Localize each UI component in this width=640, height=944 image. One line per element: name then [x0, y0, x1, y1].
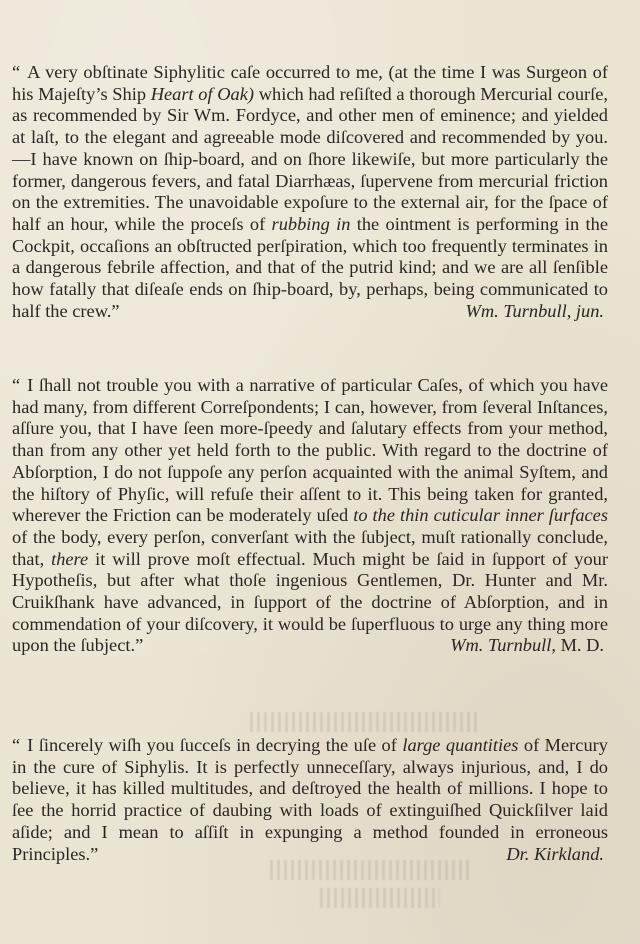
show-through-smudge — [320, 888, 440, 908]
text-run: of Mercury in the cure of Siphylis. It is perfectly unneceſſary, always injurious, and, I do believe, it has killed multitudes, and deſtroyed the health of millions. I hope to ſee the horrid practice of daubing with loads of extinguiſhed Quickſilver laid aſide; and I mean to aſſiſt in expunging a method founded in erroneous Principles.” — [12, 735, 608, 864]
opening-quote: “ — [12, 375, 20, 395]
signature-name: Wm. Turnbull, jun. — [465, 300, 604, 321]
text-run: A very obſtinate Siphylitic caſe occurred to me, (at the time I was Surgeon of his Majeſty’s Ship — [12, 62, 608, 104]
text-run: I ſhall not trouble you with a narrative of particular Caſes, of which you have had many, from different Correſpondents; I can, however, from ſeveral Inſtances, aſſure you, that I have ſeen more-ſpeedy and ſalutary effects from your method, than from any other yet held forth to the public. With regard to the doctrine of Abſorption, I do not ſuppoſe any perſon acquainted with the animal Syſtem, and the hiſtory of Phyſic, will refuſe their aſſent to it. This being taken for granted, wherever the Friction can be moderately uſed — [12, 375, 608, 526]
signature-name: Wm. Turnbull, — [450, 635, 556, 656]
text-run: the ointment is performing in the Cockpit, occaſions an obſtructed perſpiration, which too frequently terminates in a dangerous febrile affection, and that of the putrid kind; and we are all ſenſible how fatally that diſeaſe ends on ſhip-board, by, perhaps, being communicated to half the crew.” — [12, 213, 608, 321]
opening-quote: “ — [12, 62, 20, 82]
text-run: it will prove moſt effectual. Much might be ſaid in ſupport of your Hypotheſis, but after what thoſe ingenious Gentlemen, Dr. Hunter and Mr. Cruikſhank have advanced, in ſupport of the doctrine of Abſorption, and in commendation of your diſcovery, it would be ſuperfluous to urge any thing more upon the ſubject.” — [12, 548, 609, 656]
opening-quote: “ — [12, 735, 20, 755]
paragraph-text — [12, 375, 608, 657]
text-run: I ſincerely wiſh you ſucceſs in decrying the uſe of — [27, 735, 403, 755]
emphasis-text: there — [51, 548, 89, 569]
testimonial-paragraph — [12, 62, 608, 322]
testimonial-paragraph — [12, 375, 608, 657]
testimonial-paragraph — [12, 735, 608, 865]
show-through-smudge — [250, 712, 480, 732]
emphasis-text: to the thin cuticular inner ſurfaces — [353, 505, 608, 526]
show-through-smudge — [270, 860, 470, 880]
text-run: of the body, every perſon, converſant with the ſubject, muſt rationally conclude, that, — [12, 526, 608, 569]
emphasis-text: large quantities — [402, 735, 519, 755]
paragraph-text — [12, 62, 608, 322]
ship-name: Heart of Oak) — [150, 83, 255, 104]
emphasis-text: rubbing in — [271, 213, 351, 234]
text-run: which had reſiſted a thorough Mercurial courſe, as recommended by Sir Wm. Fordyce, and other men of eminence; and yielded at laſt, to the elegant and agreeable mode diſcovered and recommended by you.—I have known on ſhip-board, and on ſhore likewiſe, but more particularly the former, dangerous fevers, and fatal Diarrhæas, ſupervene from mercurial friction on the extremities. The unavoidable expoſure to the external air, for the ſpace of half an hour, while the proceſs of — [12, 83, 609, 234]
signature-name: Dr. Kirkland. — [506, 843, 604, 864]
signature-title: M. D. — [555, 635, 604, 656]
